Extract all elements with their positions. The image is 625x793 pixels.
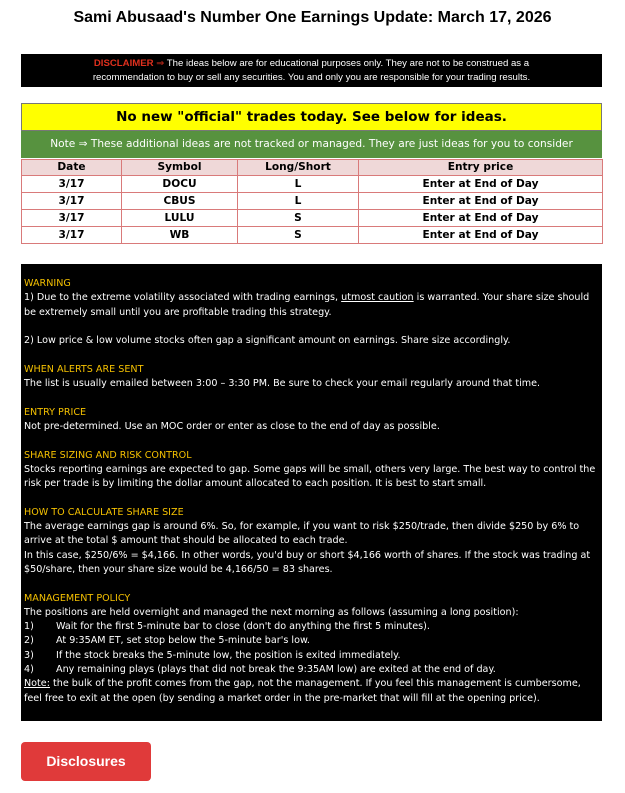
disclaimer-text-line2: recommendation to buy or sell any securities. You and only you are responsible for your trading results. <box>92 72 531 83</box>
cell-symbol: LULU <box>122 210 238 227</box>
disclaimer-arrow-icon: ⇒ <box>156 58 165 69</box>
warning-emphasis: utmost caution <box>341 292 414 304</box>
sizing-heading: SHARE SIZING AND RISK CONTROL <box>24 449 192 461</box>
table-row <box>22 227 603 244</box>
calc-text-2: In this case, $250/6% = $4,166. In other words, you'd buy or short $4,166 worth of shares. If the stock was trading at $50/share, then your share size would be 4,166/50 = 83 shares. <box>24 549 591 575</box>
disclaimer-box <box>21 54 602 87</box>
cell-long-short: L <box>238 193 359 210</box>
cell-entry-price: Enter at End of Day <box>359 193 603 210</box>
header-date: Date <box>22 160 122 176</box>
mgmt-note-text: the bulk of the profit comes from the gap, not the management. If you feel this management is cumbersome, feel free to exit at the open (by sending a market order in the pre-market that will fill at the opening price). <box>24 678 581 704</box>
warning-text: is warranted. Your share size should be extremely small until you are profitable trading this strategy. <box>24 292 590 318</box>
mgmt-step-number: 4) <box>24 664 34 676</box>
mgmt-step <box>24 649 598 663</box>
alerts-text: The list is usually emailed between 3:00 – 3:30 PM. Be sure to check your email regularly around that time. <box>24 378 541 390</box>
calc-heading: HOW TO CALCULATE SHARE SIZE <box>24 506 184 518</box>
mgmt-step-text: Any remaining plays (plays that did not break the 9:35AM low) are exited at the end of day. <box>56 664 496 676</box>
cell-long-short: S <box>238 227 359 244</box>
cell-symbol: DOCU <box>122 176 238 193</box>
no-trades-banner: No new "official" trades today. See below for ideas. <box>21 103 602 131</box>
cell-entry-price: Enter at End of Day <box>359 176 603 193</box>
alerts-heading: WHEN ALERTS ARE SENT <box>24 363 144 375</box>
cell-symbol: CBUS <box>122 193 238 210</box>
mgmt-note <box>24 677 598 706</box>
mgmt-note-label: Note: <box>24 678 50 690</box>
page-title: Sami Abusaad's Number One Earnings Update: March 17, 2026 <box>73 9 552 26</box>
mgmt-heading: MANAGEMENT POLICY <box>24 592 131 604</box>
mgmt-step <box>24 663 598 677</box>
cell-date: 3/17 <box>22 193 122 210</box>
entry-text: Not pre-determined. Use an MOC order or enter as close to the end of day as possible. <box>24 420 440 432</box>
mgmt-step-number: 2) <box>24 635 34 647</box>
cell-entry-price: Enter at End of Day <box>359 210 603 227</box>
header-entry-price: Entry price <box>359 160 603 176</box>
header-long-short: Long/Short <box>238 160 359 176</box>
mgmt-step-number: 1) <box>24 621 34 633</box>
mgmt-step-text: If the stock breaks the 5-minute low, the position is exited immediately. <box>56 649 401 661</box>
warning-heading: WARNING <box>24 278 71 289</box>
disclosures-button[interactable]: Disclosures <box>21 742 151 781</box>
header-symbol: Symbol <box>122 160 238 176</box>
mgmt-step <box>24 634 598 648</box>
warning-point-2: 2) Low price & low volume stocks often gap a significant amount on earnings. Share size accordingly. <box>24 335 511 347</box>
mgmt-intro: The positions are held overnight and managed the next morning as follows (assuming a long position): <box>24 606 519 618</box>
cell-long-short: L <box>238 176 359 193</box>
cell-symbol: WB <box>122 227 238 244</box>
cell-long-short: S <box>238 210 359 227</box>
disclaimer-label: DISCLAIMER <box>93 58 154 69</box>
cell-date: 3/17 <box>22 227 122 244</box>
mgmt-step <box>24 620 598 634</box>
table-row <box>22 210 603 227</box>
warning-text: 1) Due to the extreme volatility associated with trading earnings, <box>24 292 342 304</box>
table-row <box>22 193 603 210</box>
warning-point-1 <box>24 291 598 320</box>
table-header-row <box>22 160 603 176</box>
table-row <box>22 176 603 193</box>
cell-date: 3/17 <box>22 176 122 193</box>
mgmt-step-text: At 9:35AM ET, set stop below the 5-minute bar's low. <box>56 635 310 647</box>
entry-heading: ENTRY PRICE <box>24 406 87 418</box>
disclaimer-text-line1: The ideas below are for educational purposes only. They are not to be construed as a <box>166 58 530 69</box>
mgmt-step-number: 3) <box>24 649 34 661</box>
mgmt-step-text: Wait for the first 5-minute bar to close (don't do anything the first 5 minutes). <box>56 621 430 633</box>
calc-text-1: The average earnings gap is around 6%. So, for example, if you want to risk $250/trade, then divide $250 by 6% to arrive at the total $ amount that should be allocated to each trade. <box>24 521 580 547</box>
ideas-note: Note ⇒ These additional ideas are not tracked or managed. They are just ideas for you to consider <box>21 131 602 158</box>
info-panel <box>21 264 602 721</box>
sizing-text: Stocks reporting earnings are expected to gap. Some gaps will be small, others very large. The best way to control the risk per trade is by limiting the dollar amount allocated to each position. It is best to start small. <box>24 463 596 490</box>
cell-entry-price: Enter at End of Day <box>359 227 603 244</box>
trade-ideas-table <box>21 159 603 244</box>
cell-date: 3/17 <box>22 210 122 227</box>
